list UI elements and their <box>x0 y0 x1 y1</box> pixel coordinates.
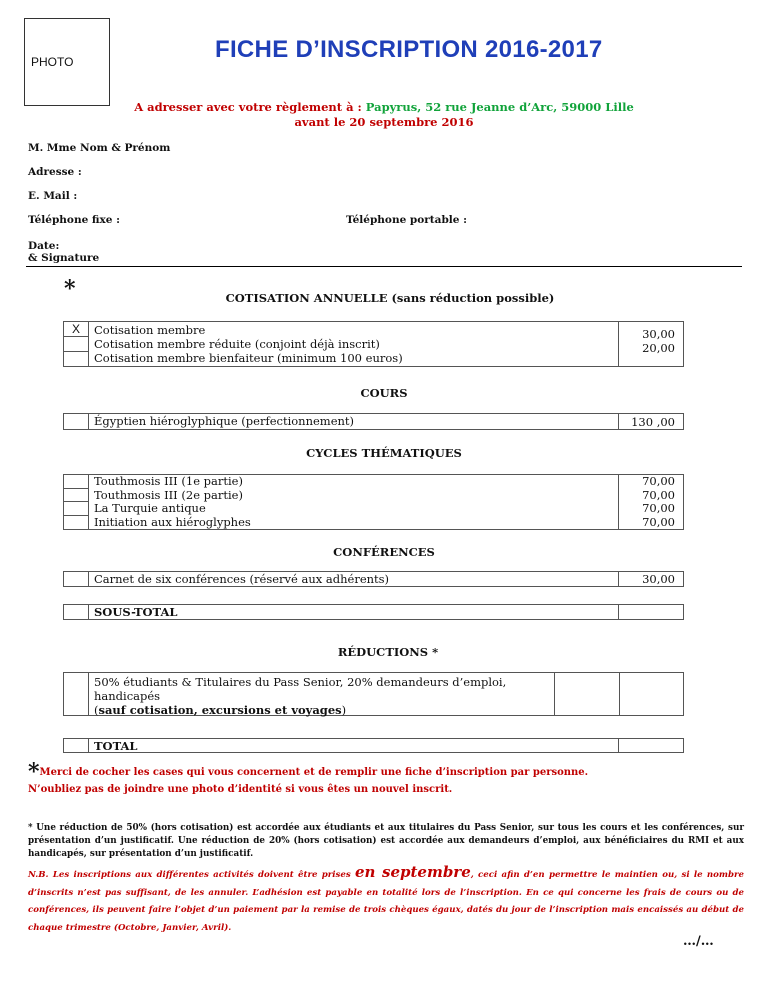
page-title: FICHE D’INSCRIPTION 2016-2017 <box>215 36 603 63</box>
reduction-note: * Une réduction de 50% (hors cotisation) est accordée aux étudiants et aux titulaires du Pass Senior, sur tous les cours et les conférences, sur présentation d’un justificatif. Une réduction de 20% (hors cotisation) est accordée aux demandeurs d’emploi, aux bénéficiaires du RMI et aux handicapés, sur présentation d’un justificatif. <box>28 823 744 859</box>
list-item: Cotisation membre <box>94 323 206 337</box>
checkbox-cycle[interactable] <box>64 475 88 489</box>
continued-marker: …/… <box>683 934 714 949</box>
sous-total-label: SOUS-TOTAL <box>94 605 178 619</box>
list-item: Égyptien hiéroglyphique (perfectionnement) <box>94 414 355 428</box>
name-label: M. Mme Nom & Prénom <box>28 142 171 154</box>
reduction-line: handicapés <box>94 689 161 703</box>
amount: 70,00 <box>642 501 675 515</box>
asterisk-mark: * <box>28 759 40 785</box>
cours-table <box>63 413 684 430</box>
cycles-checkbox-column[interactable] <box>64 475 89 529</box>
amount: 30,00 <box>642 327 675 341</box>
reductions-title: RÉDUCTIONS * <box>337 645 439 659</box>
total-label: TOTAL <box>94 739 138 753</box>
total-label-cell <box>90 739 619 752</box>
phone-label: Téléphone fixe : <box>28 214 121 226</box>
date-label: Date: <box>28 240 60 252</box>
amount: 70,00 <box>642 474 675 488</box>
date-signature-label <box>28 240 99 264</box>
checkbox-cotisation-reduite[interactable] <box>64 337 88 352</box>
cours-item <box>90 414 619 429</box>
reduction-line: 50% étudiants & Titulaires du Pass Senior, 20% demandeurs d’emploi, <box>94 675 507 689</box>
list-item: La Turquie antique <box>94 501 206 515</box>
list-item: Cotisation membre bienfaiteur (minimum 100 euros) <box>94 351 403 365</box>
amount: 130 ,00 <box>631 415 675 429</box>
checkbox-reductions[interactable] <box>64 673 89 715</box>
paren: ( <box>94 703 99 717</box>
signature-label: & Signature <box>28 252 100 264</box>
amount: 30,00 <box>642 572 675 586</box>
list-item: Cotisation membre réduite (conjoint déjà inscrit) <box>94 337 380 351</box>
reductions-text <box>90 673 555 715</box>
total-row <box>63 738 684 753</box>
checkbox-cycle[interactable] <box>64 489 88 502</box>
cotisation-amounts <box>620 322 683 355</box>
address-prefix: A adresser avec votre règlement à : <box>134 100 366 114</box>
merci-text: Merci de cocher les cases qui vous concernent et de remplir une fiche d’inscription par personne. <box>39 767 589 778</box>
nb-note <box>28 864 744 937</box>
cotisation-table <box>63 321 684 367</box>
checkbox-cotisation-bienfaiteur[interactable] <box>64 352 88 366</box>
cotisation-title: COTISATION ANNUELLE (sans réduction possible) <box>225 291 555 305</box>
reduction-exclusion: sauf cotisation, excursions et voyages <box>98 703 342 717</box>
address-label: Adresse : <box>28 166 82 178</box>
cycles-items <box>90 475 619 529</box>
list-item: Touthmosis III (2e partie) <box>94 487 243 502</box>
checkbox-conferences[interactable] <box>64 572 89 586</box>
nb-emphasis: en septembre <box>355 863 471 881</box>
reductions-table <box>63 672 684 716</box>
checkbox-cycle[interactable] <box>64 502 88 516</box>
mobile-label: Téléphone portable : <box>346 214 467 226</box>
conferences-table <box>63 571 684 587</box>
reduction-line <box>90 703 554 717</box>
reductions-percent-cell[interactable] <box>556 673 620 715</box>
checkbox-cotisation-membre[interactable]: X <box>64 322 88 337</box>
amount: 70,00 <box>642 487 675 502</box>
deadline-text: avant le 20 septembre 2016 <box>294 115 474 129</box>
amount: 20,00 <box>642 341 675 355</box>
photo-reminder: N’oubliez pas de joindre une photo d’identité si vous êtes un nouvel inscrit. <box>28 784 453 795</box>
conferences-title: CONFÉRENCES <box>333 545 435 559</box>
total-cell <box>64 739 89 752</box>
asterisk-mark: * <box>64 276 76 302</box>
list-item: Carnet de six conférences (réservé aux adhérents) <box>94 572 390 586</box>
checkbox-cours[interactable] <box>64 414 89 429</box>
cours-title: COURS <box>360 386 408 400</box>
conferences-item <box>90 572 619 586</box>
list-item: Touthmosis III (1e partie) <box>94 474 243 488</box>
cotisation-items <box>90 322 619 366</box>
instructions <box>28 759 589 798</box>
checkbox-cycle[interactable] <box>64 516 88 529</box>
address-notice <box>0 100 768 130</box>
paren: ) <box>341 703 347 717</box>
cycles-amounts <box>620 475 683 529</box>
cotisation-checkbox-column[interactable] <box>64 322 89 366</box>
sous-total-label-cell <box>90 605 619 619</box>
email-label: E. Mail : <box>28 190 78 202</box>
sous-total-row <box>63 604 684 620</box>
divider <box>26 266 742 267</box>
list-item: Initiation aux hiéroglyphes <box>94 514 251 529</box>
sous-total-cell <box>64 605 89 619</box>
photo-box[interactable] <box>24 18 110 106</box>
nb-rest: , ceci afin d’en permettre le maintien ou, si le nombre d’inscrits n’est pas suffisant, de les annuler. L’adhésion est payable en totalité lors de l’inscription. En ce qui concerne les frais de cours ou de conférences, ils peuvent faire l’objet d’un paiement par la remise de trois chèques égaux, datés du jour de l’inscription mais encaissés au début de chaque trimestre (Octobre, Janvier, Avril). <box>28 870 745 933</box>
amount: 70,00 <box>642 514 675 529</box>
cycles-title: CYCLES THÉMATIQUES <box>306 446 462 460</box>
nb-start: N.B. Les inscriptions aux différentes activités doivent être prises <box>28 870 356 880</box>
address-text: Papyrus, 52 rue Jeanne d’Arc, 59000 Lille <box>365 100 634 114</box>
cycles-table <box>63 474 684 530</box>
photo-label: PHOTO <box>31 55 74 69</box>
